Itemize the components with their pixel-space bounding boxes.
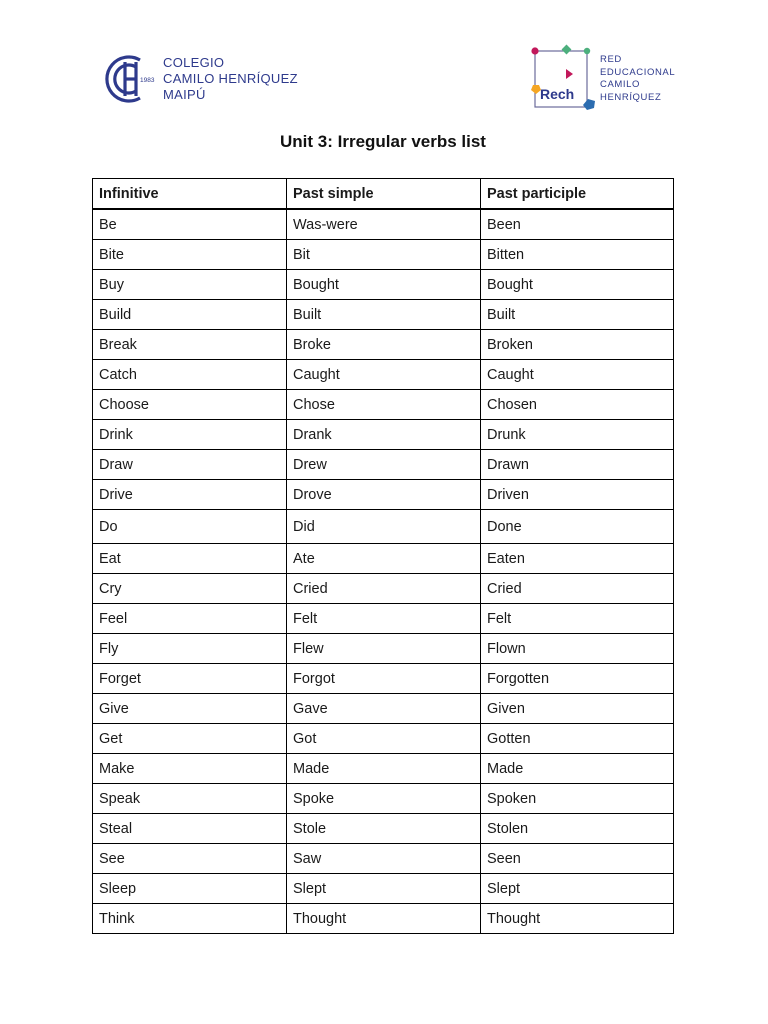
table-row — [93, 574, 674, 604]
school-name — [163, 55, 298, 103]
cell-infinitive: Eat — [93, 544, 287, 574]
cell-past-participle: Broken — [481, 330, 674, 360]
network-name-line4: HENRÍQUEZ — [600, 91, 662, 103]
cell-past-simple: Got — [287, 724, 481, 754]
school-year: 1983 — [140, 77, 155, 84]
school-name-line3: MAIPÚ — [163, 87, 206, 102]
table-row — [93, 634, 674, 664]
cell-past-participle: Stolen — [481, 814, 674, 844]
table-row — [93, 420, 674, 450]
cell-infinitive: Build — [93, 300, 287, 330]
cell-past-participle: Seen — [481, 844, 674, 874]
cell-past-participle: Bitten — [481, 240, 674, 270]
cell-past-simple: Flew — [287, 634, 481, 664]
cell-past-simple: Caught — [287, 360, 481, 390]
cell-past-participle: Caught — [481, 360, 674, 390]
table-row — [93, 724, 674, 754]
table-row — [93, 694, 674, 724]
table-row — [93, 330, 674, 360]
school-monogram-icon — [100, 52, 160, 106]
cell-infinitive: Break — [93, 330, 287, 360]
cell-past-simple: Slept — [287, 874, 481, 904]
cell-past-participle: Done — [481, 510, 674, 544]
cell-infinitive: Sleep — [93, 874, 287, 904]
cell-past-simple: Drew — [287, 450, 481, 480]
cell-past-participle: Bought — [481, 270, 674, 300]
network-name — [600, 54, 675, 104]
cell-infinitive: Bite — [93, 240, 287, 270]
table-row — [93, 844, 674, 874]
rech-mark: Rech — [540, 86, 575, 102]
cell-past-simple: Made — [287, 754, 481, 784]
network-name-line1: RED — [600, 54, 622, 65]
rech-logo-icon — [526, 44, 600, 114]
table-header-row — [93, 179, 674, 210]
header-infinitive: Infinitive — [93, 179, 287, 210]
table-row — [93, 544, 674, 574]
table-row — [93, 604, 674, 634]
cell-past-participle: Forgotten — [481, 664, 674, 694]
table-row — [93, 664, 674, 694]
school-name-line2: CAMILO HENRÍQUEZ — [163, 71, 298, 86]
table-row — [93, 814, 674, 844]
table-row — [93, 300, 674, 330]
table-row — [93, 450, 674, 480]
cell-infinitive: See — [93, 844, 287, 874]
cell-past-simple: Forgot — [287, 664, 481, 694]
table-row — [93, 510, 674, 544]
cell-past-simple: Spoke — [287, 784, 481, 814]
cell-past-simple: Drank — [287, 420, 481, 450]
cell-infinitive: Give — [93, 694, 287, 724]
table-row — [93, 209, 674, 240]
cell-infinitive: Get — [93, 724, 287, 754]
cell-past-simple: Bought — [287, 270, 481, 300]
table-row — [93, 754, 674, 784]
cell-past-participle: Built — [481, 300, 674, 330]
cell-past-simple: Chose — [287, 390, 481, 420]
cell-past-participle: Made — [481, 754, 674, 784]
cell-infinitive: Cry — [93, 574, 287, 604]
cell-past-participle: Gotten — [481, 724, 674, 754]
cell-infinitive: Forget — [93, 664, 287, 694]
header-past-simple: Past simple — [287, 179, 481, 210]
cell-past-participle: Cried — [481, 574, 674, 604]
cell-past-simple: Stole — [287, 814, 481, 844]
cell-infinitive: Drive — [93, 480, 287, 510]
network-name-line2: EDUCACIONAL — [600, 66, 676, 78]
cell-past-simple: Did — [287, 510, 481, 544]
cell-past-participle: Drawn — [481, 450, 674, 480]
cell-infinitive: Fly — [93, 634, 287, 664]
cell-infinitive: Speak — [93, 784, 287, 814]
network-logo — [526, 44, 686, 114]
cell-infinitive: Think — [93, 904, 287, 934]
network-name-line3: CAMILO — [600, 79, 641, 90]
cell-past-simple: Felt — [287, 604, 481, 634]
cell-past-participle: Chosen — [481, 390, 674, 420]
cell-past-simple: Thought — [287, 904, 481, 934]
cell-infinitive: Choose — [93, 390, 287, 420]
cell-past-simple: Saw — [287, 844, 481, 874]
cell-infinitive: Be — [93, 209, 287, 240]
cell-past-participle: Been — [481, 209, 674, 240]
table-row — [93, 904, 674, 934]
cell-infinitive: Drink — [93, 420, 287, 450]
cell-infinitive: Draw — [93, 450, 287, 480]
cell-past-participle: Given — [481, 694, 674, 724]
cell-infinitive: Catch — [93, 360, 287, 390]
table-body — [93, 209, 674, 934]
cell-past-simple: Gave — [287, 694, 481, 724]
cell-past-simple: Broke — [287, 330, 481, 360]
table-row — [93, 270, 674, 300]
cell-infinitive: Buy — [93, 270, 287, 300]
cell-infinitive: Make — [93, 754, 287, 784]
header-past-participle: Past participle — [481, 179, 674, 210]
cell-infinitive: Feel — [93, 604, 287, 634]
school-logo — [100, 52, 310, 106]
table-row — [93, 480, 674, 510]
cell-past-participle: Flown — [481, 634, 674, 664]
table-row — [93, 784, 674, 814]
cell-past-participle: Spoken — [481, 784, 674, 814]
page-title: Unit 3: Irregular verbs list — [280, 132, 486, 151]
table-row — [93, 390, 674, 420]
school-name-line1: COLEGIO — [163, 55, 225, 70]
cell-past-participle: Felt — [481, 604, 674, 634]
cell-past-simple: Ate — [287, 544, 481, 574]
cell-past-participle: Drunk — [481, 420, 674, 450]
table-row — [93, 360, 674, 390]
table-row — [93, 240, 674, 270]
cell-past-simple: Cried — [287, 574, 481, 604]
cell-past-participle: Eaten — [481, 544, 674, 574]
cell-past-participle: Driven — [481, 480, 674, 510]
cell-past-simple: Drove — [287, 480, 481, 510]
cell-past-simple: Built — [287, 300, 481, 330]
table-row — [93, 874, 674, 904]
verbs-table — [92, 178, 674, 934]
cell-past-participle: Slept — [481, 874, 674, 904]
cell-past-simple: Was-were — [287, 209, 481, 240]
cell-infinitive: Do — [93, 510, 287, 544]
cell-infinitive: Steal — [93, 814, 287, 844]
cell-past-participle: Thought — [481, 904, 674, 934]
cell-past-simple: Bit — [287, 240, 481, 270]
